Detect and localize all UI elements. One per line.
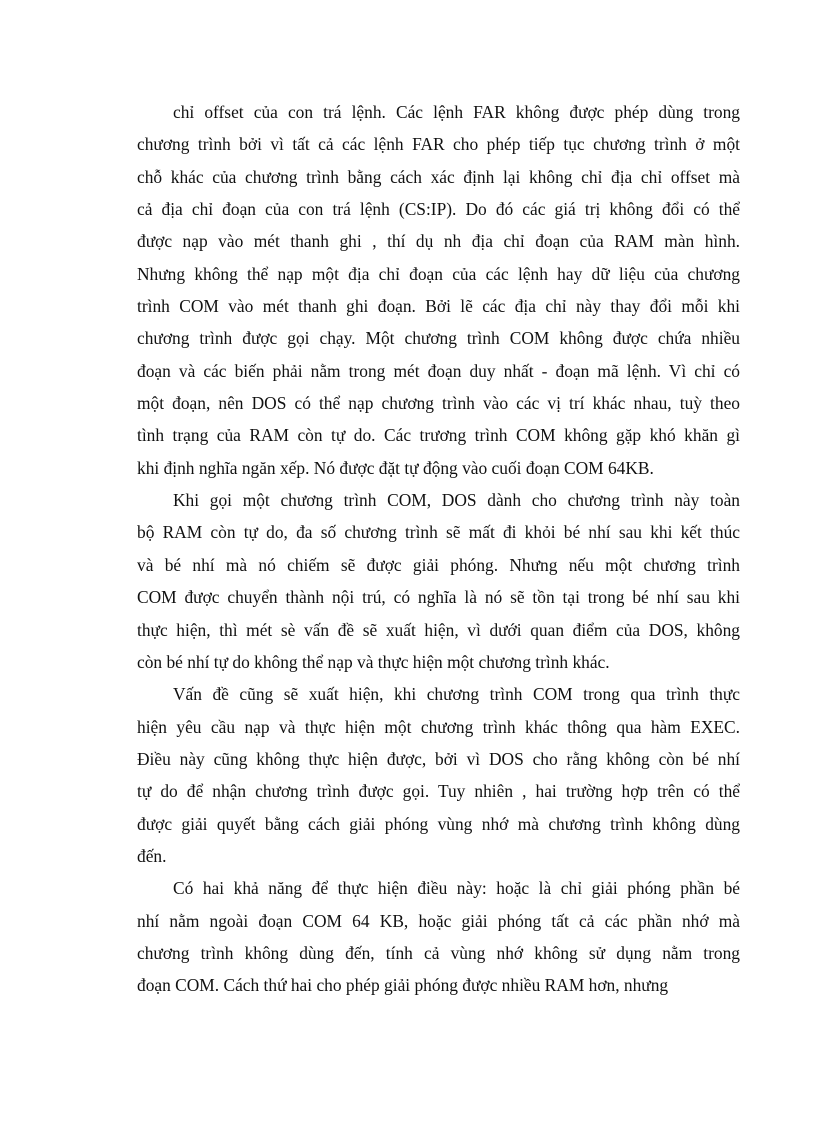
- text-line: Khi gọi một chương trình COM, DOS dành cho chương trình này toàn: [173, 490, 740, 511]
- text-line: hiện yêu cầu nạp và thực hiện một chương trình khác thông qua hàm EXEC.: [137, 716, 740, 737]
- text-line: chương trình bởi vì tất cả các lệnh FAR cho phép tiếp tục chương trình ở một: [137, 134, 740, 155]
- text-line: trình COM vào mét thanh ghi đoạn. Bởi lẽ các địa chỉ này thay đổi mỗi khi: [137, 296, 740, 317]
- text-line: một đoạn, nên DOS có thể nạp chương trình vào các vị trí khác nhau, tuỳ theo: [137, 393, 740, 414]
- text-line: khi định nghĩa ngăn xếp. Nó được đặt tự động vào cuối đoạn COM 64KB.: [137, 457, 654, 478]
- text-line: chỉ offset của con trá lệnh. Các lệnh FAR không được phép dùng trong: [173, 102, 740, 122]
- document-body: [137, 96, 740, 1002]
- text-line: đoạn và các biến phải nằm trong mét đoạn duy nhất - đoạn mã lệnh. Vì chỉ có: [137, 360, 740, 381]
- text-line: tự do để nhận chương trình được gọi. Tuy nhiên , hai trường hợp trên có thể: [137, 781, 740, 802]
- text-line: Vấn đề cũng sẽ xuất hiện, khi chương trình COM trong qua trình thực: [173, 684, 740, 705]
- paragraph-2: [137, 484, 740, 678]
- paragraph-1: [137, 96, 740, 484]
- text-line: nhí nằm ngoài đoạn COM 64 KB, hoặc giải phóng tất cả các phần nhớ mà: [137, 910, 740, 931]
- text-line: Nhưng không thể nạp một địa chỉ đoạn của các lệnh hay dữ liệu của chương: [137, 263, 740, 284]
- text-line: đến.: [137, 845, 167, 866]
- text-line: COM được chuyển thành nội trú, có nghĩa là nó sẽ tồn tại trong bé nhí sau khi: [137, 587, 740, 608]
- text-line: được giải quyết bằng cách giải phóng vùng nhớ mà chương trình không dùng: [137, 813, 740, 834]
- text-line: đoạn COM. Cách thứ hai cho phép giải phóng được nhiều RAM hơn, nhưng: [137, 975, 669, 996]
- text-line: chương trình được gọi chạy. Một chương trình COM không được chứa nhiều: [137, 328, 740, 349]
- text-line: còn bé nhí tự do không thể nạp và thực hiện một chương trình khác.: [137, 651, 610, 672]
- text-line: Có hai khả năng để thực hiện điều này: hoặc là chỉ giải phóng phần bé: [173, 878, 740, 899]
- text-line: cả địa chỉ đoạn của con trá lệnh (CS:IP). Do đó các giá trị không đổi có thể: [137, 199, 740, 220]
- text-line: chương trình không dùng đến, tính cả vùng nhớ không sử dụng nằm trong: [137, 942, 740, 963]
- paragraph-4: [137, 872, 740, 1001]
- text-line: Điều này cũng không thực hiện được, bởi vì DOS cho rằng không còn bé nhí: [137, 748, 740, 769]
- text-line: bộ RAM còn tự do, đa số chương trình sẽ mất đi khỏi bé nhí sau khi kết thúc: [137, 522, 740, 543]
- text-line: và bé nhí mà nó chiếm sẽ được giải phóng. Nhưng nếu một chương trình: [137, 554, 740, 575]
- paragraph-3: [137, 678, 740, 872]
- text-line: tình trạng của RAM còn tự do. Các trương trình COM không gặp khó khăn gì: [137, 425, 740, 446]
- text-line: được nạp vào mét thanh ghi , thí dụ nh địa chỉ đoạn của RAM màn hình.: [137, 231, 740, 252]
- text-line: thực hiện, thì mét sè vấn đề sẽ xuất hiện, vì dưới quan điểm của DOS, không: [137, 619, 740, 640]
- text-line: chỗ khác của chương trình bằng cách xác định lại không chỉ địa chỉ offset mà: [137, 166, 740, 187]
